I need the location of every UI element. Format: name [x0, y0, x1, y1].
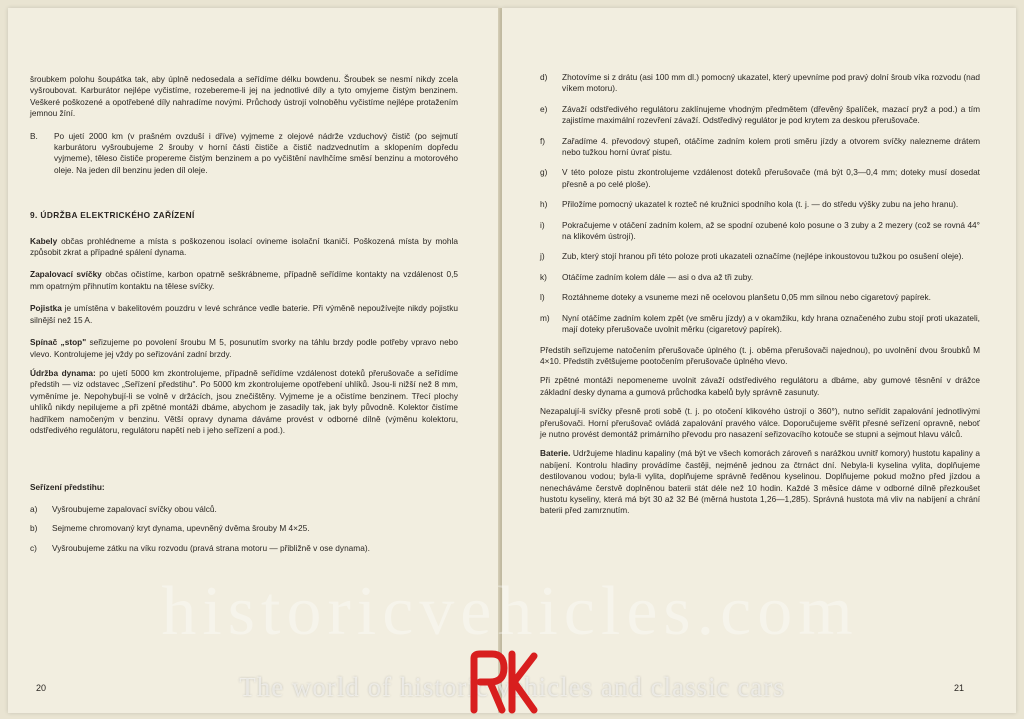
paragraph-text: Při zpětné montáži nepomeneme uvolnit závaží odstředivého regulátoru a dbáme, aby gumové těsnění v drážce základní desky dynama a gumová průchodka kabelů byly správně zasunuty. — [540, 375, 980, 397]
intro-paragraph: šroubkem polohu šoupátka tak, aby úplně nedosedala a seřídíme délku bowdenu. Šroubek se nesmí nikdy zcela vyšroubovat. Karburátor nejlépe vyčistíme, rozebereme-li jej na jednotlivé díly a tyto omyjeme čistým benzinem. Veškeré poškozené a opotřebené díly nahradíme novými. Průchody ústrojí volnoběhu vyčistíme nejlépe protažením jemnou žíní. — [30, 74, 458, 119]
step-b — [30, 523, 458, 534]
step-text: Otáčíme zadním kolem dále — asi o dva až tři zuby. — [562, 271, 754, 282]
step-text: Sejmeme chromovaný kryt dynama, upevněný dvěma šrouby M 4×25. — [52, 523, 310, 534]
step-h — [540, 199, 980, 210]
paragraph-text: po ujetí 5000 km zkontrolujeme, případně seřídíme vzdálenost doteků přerušovače a seřídíme předstih — viz odstavec „Seřízení předstihu". Po 5000 km zkontrolujeme opotřebení uhlíků. Jsou-li nižší než 8 mm, vyměníme je. Nepohybují-li se volně v držácích, jsou znečištěny. Vyjmeme je a očistíme benzinem. Třecí plochy uhlíků nikdy nepilujeme a při zpětné montáži dbáme, abychom je zasadily tak, jak byly původně. Kolektor čistíme hadříkem namočeným v benzinu. Větší opravy dynama dáváme provést v odborné dílně (výměnu kolektoru, odstředivého regulátoru, regulátoru napětí neb i jeho seřízení a pod.). — [30, 367, 458, 435]
paragraph-montaz — [540, 375, 980, 398]
paragraph-text: Nezapalují-li svíčky přesně proti sobě (t. j. po otočení klikového ústrojí o 360°), nutno seřídit zapalování jednotlivými přerušovači. Horní přerušovač ovládá zapalování pravého válce. Doporučujeme svěřit přesné seřízení opravně, neboť je nutno provést demontáž primárního převodu pro nasazení seřizovacího kotouče se stupni a sejmout hlavu válců. — [540, 406, 980, 439]
step-marker: b) — [30, 523, 38, 534]
step-text: Závaží odstředivého regulátoru zaklínujeme vhodným předmětem (dřevěný špalíček, mazací pryž a pod.) a tím zajistíme maximální rozevření závaží. Odstředivý regulátor je pod krytem za deskou přerušovače. — [562, 103, 980, 126]
step-l — [540, 292, 980, 303]
step-marker: c) — [30, 542, 37, 553]
step-k — [540, 272, 980, 283]
step-marker: j) — [540, 251, 545, 262]
paragraph-lead: Zapalovací svíčky — [30, 269, 102, 280]
step-text: Přiložíme pomocný ukazatel k rozteč né kružnici spodního kola (t. j. — do středu výšky zubu na jeho hranu). — [562, 199, 959, 210]
left-page-content — [30, 74, 458, 562]
background-watermark: historicvehicles.com — [161, 573, 859, 650]
step-marker: f) — [540, 135, 546, 146]
step-marker: g) — [540, 167, 548, 178]
step-text: Pokračujeme v otáčení zadním kolem, až se spodní ozubené kolo posune o 3 zuby a 2 mezery (což se rovná 44° na klikovém ústrojí). — [562, 219, 980, 242]
step-marker: m) — [540, 312, 550, 323]
step-d — [540, 72, 980, 95]
paragraph-lead: Baterie. — [540, 448, 571, 459]
paragraph-kabely — [30, 236, 458, 259]
step-text: Vyšroubujeme zátku na víku rozvodu (pravá strana motoru — přibližně v ose dynama). — [52, 542, 370, 553]
paragraph-text: občas prohlédneme a místa s poškozenou isolací ovineme isolační tkaničí. Poškozená místa by mohla způsobit zkrat a případné spálení dynama. — [30, 235, 458, 258]
paragraph-text: občas očistíme, karbon opatrně seškrábneme, případně seřídíme kontakty na vzdálenost 0,5 mm opatrným přihnutím kontaktu na tělese svíčky. — [30, 269, 459, 291]
item-b — [30, 131, 458, 177]
step-marker: a) — [30, 503, 38, 514]
step-m — [540, 313, 980, 336]
step-text: Nyní otáčíme zadním kolem zpět (ve směru jízdy) a v okamžiku, kdy hrana označeného zubu stojí proti ukazateli, mají doteky přerušovače uvolnit měrku (cigaretový papírek). — [562, 312, 980, 335]
logo-r-stroke — [474, 654, 504, 710]
step-marker: i) — [540, 219, 545, 230]
step-c — [30, 543, 458, 554]
step-marker: e) — [540, 103, 548, 114]
logo-k-stroke — [512, 654, 534, 710]
step-marker: d) — [540, 72, 548, 82]
step-marker: k) — [540, 271, 547, 282]
step-marker: l) — [540, 292, 545, 303]
paragraph-spinac — [30, 337, 458, 360]
step-f — [540, 136, 980, 159]
step-i — [540, 220, 980, 243]
step-text: V této poloze pistu zkontrolujeme vzdálenost doteků přerušovače (má být 0,3—0,4 mm; doteky musí dosedat přesně a po celé ploše). — [562, 167, 980, 189]
step-j — [540, 251, 980, 262]
page-number-left: 20 — [36, 683, 47, 693]
paragraph-dynamo — [30, 368, 458, 436]
step-text: Roztáhneme doteky a vsuneme mezi ně ocelovou planšetu 0,05 mm silnou nebo cigaretový papírek. — [562, 292, 931, 303]
paragraph-text: je umístěna v bakelitovém pouzdru v levé schránce vedle baterie. Při výměně nepoužívejte nikdy pojistku silnější než 15 A. — [30, 303, 458, 325]
step-text: Vyšroubujeme zapalovací svíčky obou válců. — [52, 503, 217, 514]
step-a — [30, 504, 458, 515]
paragraph-pojistka — [30, 303, 458, 326]
rk-logo-icon — [466, 650, 538, 714]
section-heading: 9. ÚDRŽBA ELEKTRICKÉHO ZAŘÍZENÍ — [30, 210, 195, 221]
paragraph-text: Udržujeme hladinu kapaliny (má být ve všech komorách zároveň s narážkou uvnitř komory) hustotu kapaliny a nabíjení. Kontrolu hladiny provádíme častěji, nejméně jednou za čtrnáct dní. Nebyla-li kyselina vylita, doplňujeme destilovanou vodou; byla-li vylita, doplňujeme správně ředěnou kyselinou. Doplňujeme pokud možno před jízdou a nenecháváme čerstvě doplněnou baterii stát déle než 10 hodin. Každé 3 měsíce dáme v odborné dílně přezkoušet hustotu kyseliny, která má být 30 až 32 Bé (měrná hustota 1,26—1,285). Správná hustota má vliv na nabíjení a chrání baterii před zamrznutím. — [540, 448, 980, 516]
item-b-marker: B. — [30, 130, 38, 141]
paragraph-text: seřizujeme po povolení šroubu M 5, posunutím svorky na táhlu brzdy podle potřeby vpravo nebo vlevo. Kontrolujeme jej vždy po seřizování zadní brzdy. — [30, 337, 459, 359]
subheading-predstih: Seřízení předstihu: — [30, 482, 105, 493]
paragraph-lead: Kabely — [30, 235, 58, 246]
step-e — [540, 104, 980, 127]
step-text: Zhotovíme si z drátu (asi 100 mm dl.) pomocný ukazatel, který upevníme pod pravý dolní šroub víka rozvodu (nad víkem motoru). — [562, 72, 980, 94]
paragraph-baterie — [540, 448, 980, 516]
paragraph-predstih — [540, 345, 980, 368]
paragraph-zapalovani — [540, 406, 980, 440]
paragraph-lead: Údržba dynama: — [30, 367, 96, 378]
paragraph-svicky — [30, 269, 458, 292]
paragraph-lead: Pojistka — [30, 303, 62, 314]
step-text: Zub, který stojí hranou při této poloze proti ukazateli označíme (nejlépe inkoustovou tužkou po osušení oleje). — [562, 251, 964, 262]
item-b-text: Po ujetí 2000 km (v prašném ovzduší i dříve) vyjmeme z olejové nádrže vzduchový čistič (po sejmutí karburátoru vyšroubujeme 2 šrouby v horní části čističe a čistič nadzvednutím a sklopením dopředu vyjmeme), těleso čističe propereme čistým benzinem a po vyčištění navlhčíme směsí benzinu a motorového oleje. Na jeden díl benzinu jeden díl oleje. — [54, 130, 458, 175]
paragraph-lead: Spínač „stop" — [30, 337, 87, 348]
step-text: Zařadíme 4. převodový stupeň, otáčíme zadním kolem proti směru jízdy a otvorem svíčky nalezneme drátem nebo tužkou horní úvrať pistu. — [562, 135, 980, 158]
step-marker: h) — [540, 199, 548, 210]
watermark-text: The world of historic vehicles and classic cars — [239, 672, 785, 702]
right-page-content — [540, 72, 980, 525]
step-g — [540, 167, 980, 190]
page-number-right: 21 — [953, 683, 964, 693]
paragraph-text: Předstih seřizujeme natočením přerušovače úplného (t. j. oběma přerušovači najednou), po uvolnění dvou šroubků M 4×10. Předstih zvětšujeme pootočením přerušovače úplného vlevo. — [540, 344, 980, 366]
